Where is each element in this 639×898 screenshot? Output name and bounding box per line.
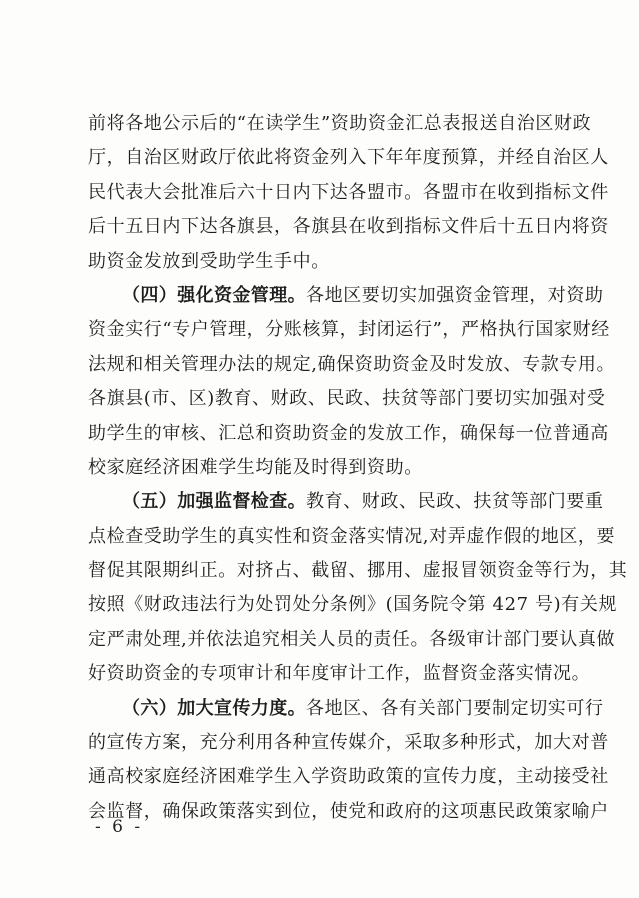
text-run: 各地区要切实加强资金管理，对资助 bbox=[306, 284, 604, 306]
text-line: 法规和相关管理办法的规定,确保资助资金及时发放、专款专用。 bbox=[88, 353, 616, 375]
text-line: 定严肃处理,并依法追究相关人员的责任。各级审计部门要认真做 bbox=[88, 628, 616, 650]
text-line: 助学生的审核、汇总和资助资金的发放工作，确保每一位普通高 bbox=[88, 422, 609, 444]
text-run: 教育、财政、民政、扶贫等部门要重 bbox=[306, 491, 604, 513]
paragraph-first-line bbox=[88, 692, 604, 726]
text-line: 点检查受助学生的真实性和资金落实情况,对弄虚作假的地区，要 bbox=[88, 525, 616, 547]
text-line: 前将各地公示后的“在读学生”资助资金汇总表报送自治区财政 bbox=[88, 113, 592, 134]
text-line: 会监督，确保政策落实到位，使党和政府的这项惠民政策家喻户 bbox=[88, 800, 609, 822]
text-line: 校家庭经济困难学生均能及时得到资助。 bbox=[88, 456, 423, 478]
section-heading: （五）加强监督检查。 bbox=[122, 491, 306, 513]
text-line: 民代表大会批准后六十日内下达各盟市。各盟市在收到指标文件 bbox=[88, 181, 609, 203]
text-line: 厅，自治区财政厅依此将资金列入下年年度预算，并经自治区人 bbox=[88, 147, 609, 169]
paragraph-first-line bbox=[88, 279, 604, 313]
document-body bbox=[88, 107, 628, 829]
text-line: 的宣传方案，充分利用各种宣传媒介，采取多种形式，加大对普 bbox=[88, 732, 609, 754]
text-line: 通高校家庭经济困难学生入学资助政策的宣传力度，主动接受社 bbox=[88, 766, 609, 788]
text-line: 助资金发放到受助学生手中。 bbox=[88, 250, 330, 272]
text-line: 好资助资金的专项审计和年度审计工作，监督资金落实情况。 bbox=[88, 663, 591, 685]
page-number: - 6 - bbox=[95, 817, 144, 837]
text-line: 资金实行“专户管理，分账核算，封闭运行”，严格执行国家财经 bbox=[88, 319, 610, 341]
text-line: 按照《财政违法行为处罚处分条例》(国务院令第 427 号)有关规 bbox=[88, 594, 618, 616]
text-line: 督促其限期纠正。对挤占、截留、挪用、虚报冒领资金等行为，其 bbox=[88, 560, 628, 582]
paragraph-first-line bbox=[88, 485, 604, 519]
text-line: 后十五日内下达各旗县，各旗县在收到指标文件后十五日内将资 bbox=[88, 216, 609, 238]
text-run: 各地区、各有关部门要制定切实可行 bbox=[306, 697, 604, 719]
section-heading: （四）强化资金管理。 bbox=[122, 284, 306, 306]
text-line: 各旗县(市、区)教育、财政、民政、扶贫等部门要切实加强对受 bbox=[88, 388, 606, 410]
section-heading: （六）加大宣传力度。 bbox=[122, 697, 306, 719]
